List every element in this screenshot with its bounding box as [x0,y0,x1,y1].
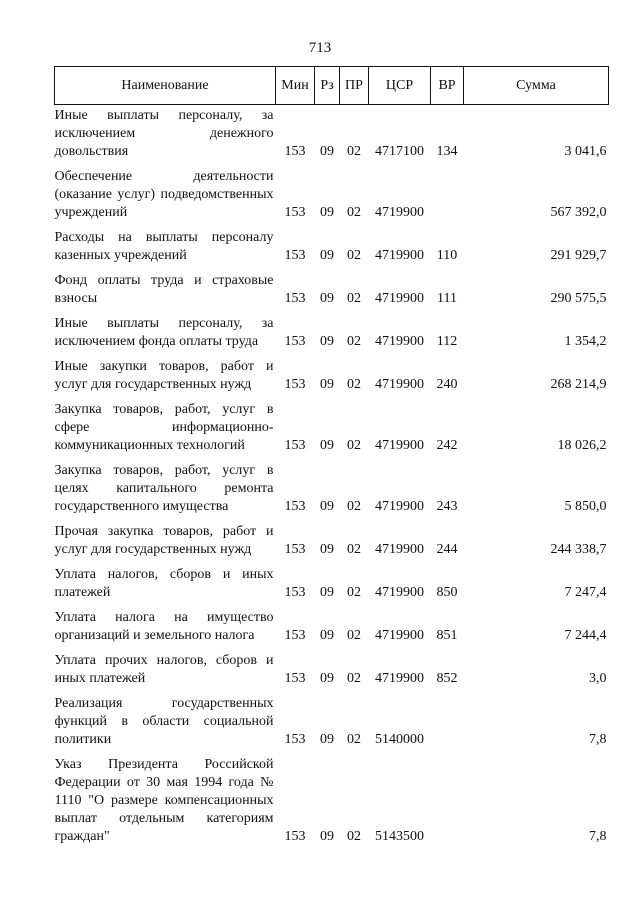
table-row [55,308,609,351]
row-pr-cell: 02 [347,144,361,159]
row-vr-cell: 112 [436,334,458,349]
row-csr-cell: 4719900 [375,334,424,349]
row-csr-cell: 4719900 [375,585,424,600]
row-rz-cell: 09 [320,585,334,600]
row-sum-cell: 268 214,9 [550,377,607,392]
row-name-cell: Уплата налога на имущество организаций и земельного налога [54,610,274,643]
row-rz-cell: 09 [320,671,334,686]
row-min-cell: 153 [284,585,306,600]
row-csr-cell: 5140000 [375,732,424,747]
row-name-cell: Иные выплаты персоналу, за исключением денежного довольствия [54,108,274,159]
header-sum: Сумма [464,67,609,105]
row-name-cell: Фонд оплаты труда и страховые взносы [54,273,274,306]
row-name-cell: Закупка товаров, работ, услуг в сфере информационно-коммуникационных технологий [54,402,274,453]
row-rz-cell: 09 [320,377,334,392]
row-rz-cell: 09 [320,334,334,349]
table-row [55,559,609,602]
row-sum-cell: 7 244,4 [564,628,607,643]
row-min-cell: 153 [284,499,306,514]
row-csr-cell: 4717100 [375,144,424,159]
page-number: 713 [308,40,332,56]
row-csr-cell: 4719900 [375,628,424,643]
row-vr-cell: 134 [436,144,458,159]
row-rz-cell: 09 [320,542,334,557]
row-name-cell: Расходы на выплаты персоналу казенных учреждений [54,230,274,263]
header-rz: Рз [315,67,340,105]
row-pr-cell: 02 [347,671,361,686]
row-name-cell: Закупка товаров, работ, услуг в целях капитального ремонта государственного имущества [54,463,274,514]
row-rz-cell: 09 [320,628,334,643]
row-sum-cell: 7,8 [589,732,607,747]
row-vr-cell: 244 [436,542,458,557]
row-sum-cell: 3,0 [589,671,607,686]
row-min-cell: 153 [284,438,306,453]
row-min-cell: 153 [284,542,306,557]
table-row [55,455,609,516]
row-vr-cell: 111 [437,291,457,306]
row-csr-cell: 4719900 [375,499,424,514]
header-vr: ВР [431,67,464,105]
row-rz-cell: 09 [320,499,334,514]
budget-table [54,66,609,846]
header-name: Наименование [55,67,276,105]
row-csr-cell: 4719900 [375,377,424,392]
row-sum-cell: 7 247,4 [564,585,607,600]
row-pr-cell: 02 [347,334,361,349]
row-csr-cell: 4719900 [375,291,424,306]
table-row [55,105,609,162]
row-pr-cell: 02 [347,377,361,392]
table-row [55,394,609,455]
row-vr-cell: 240 [436,377,458,392]
row-name-cell: Иные закупки товаров, работ и услуг для государственных нужд [54,359,274,392]
row-csr-cell: 4719900 [375,438,424,453]
row-min-cell: 153 [284,628,306,643]
row-min-cell: 153 [284,671,306,686]
row-name-cell: Указ Президента Российской Федерации от 30 мая 1994 года № 1110 "О размере компенсационных выплат отдельным категориям граждан" [54,757,274,844]
row-min-cell: 153 [284,144,306,159]
row-name-cell: Иные выплаты персоналу, за исключением фонда оплаты труда [54,316,274,349]
row-rz-cell: 09 [320,144,334,159]
row-pr-cell: 02 [347,248,361,263]
row-name-cell: Уплата прочих налогов, сборов и иных платежей [54,653,274,686]
row-pr-cell: 02 [347,829,361,844]
row-vr-cell [431,749,464,846]
row-vr-cell: 242 [436,438,458,453]
row-name-cell: Уплата налогов, сборов и иных платежей [54,567,274,600]
row-min-cell: 153 [284,205,306,220]
row-sum-cell: 7,8 [589,829,607,844]
row-name-cell: Прочая закупка товаров, работ и услуг для государственных нужд [54,524,274,557]
table-row [55,161,609,222]
row-vr-cell: 110 [436,248,458,263]
row-rz-cell: 09 [320,291,334,306]
row-rz-cell: 09 [320,732,334,747]
row-pr-cell: 02 [347,291,361,306]
row-sum-cell: 291 929,7 [550,248,607,263]
row-vr-cell: 852 [436,671,458,686]
table-row [55,749,609,846]
row-pr-cell: 02 [347,499,361,514]
row-min-cell: 153 [284,732,306,747]
row-vr-cell: 243 [436,499,458,514]
row-min-cell: 153 [284,291,306,306]
row-sum-cell: 18 026,2 [557,438,607,453]
row-min-cell: 153 [284,248,306,263]
row-pr-cell: 02 [347,438,361,453]
header-pr: ПР [340,67,369,105]
row-csr-cell: 4719900 [375,248,424,263]
header-csr: ЦСР [369,67,431,105]
table-row [55,265,609,308]
row-rz-cell: 09 [320,829,334,844]
table-row [55,516,609,559]
row-csr-cell: 4719900 [375,542,424,557]
row-vr-cell: 851 [436,628,458,643]
row-pr-cell: 02 [347,542,361,557]
row-sum-cell: 5 850,0 [564,499,607,514]
row-min-cell: 153 [284,334,306,349]
row-pr-cell: 02 [347,732,361,747]
row-csr-cell: 4719900 [375,205,424,220]
table-row [55,645,609,688]
row-pr-cell: 02 [347,628,361,643]
row-vr-cell [431,688,464,749]
row-pr-cell: 02 [347,585,361,600]
row-rz-cell: 09 [320,438,334,453]
row-name-cell: Обеспечение деятельности (оказание услуг) подведомственных учреждений [54,169,274,220]
row-min-cell: 153 [284,829,306,844]
row-vr-cell [431,161,464,222]
row-rz-cell: 09 [320,248,334,263]
row-sum-cell: 1 354,2 [564,334,607,349]
row-vr-cell: 850 [436,585,458,600]
row-name-cell: Реализация государственных функций в области социальной политики [54,696,274,747]
table-row [55,688,609,749]
row-pr-cell: 02 [347,205,361,220]
table-row [55,222,609,265]
row-csr-cell: 5143500 [375,829,424,844]
table-row [55,602,609,645]
header-min: Мин [276,67,315,105]
table-row [55,351,609,394]
row-sum-cell: 290 575,5 [550,291,607,306]
row-sum-cell: 244 338,7 [550,542,607,557]
row-sum-cell: 3 041,6 [564,144,607,159]
row-sum-cell: 567 392,0 [550,205,607,220]
table-header-row [55,67,609,105]
row-min-cell: 153 [284,377,306,392]
row-rz-cell: 09 [320,205,334,220]
row-csr-cell: 4719900 [375,671,424,686]
